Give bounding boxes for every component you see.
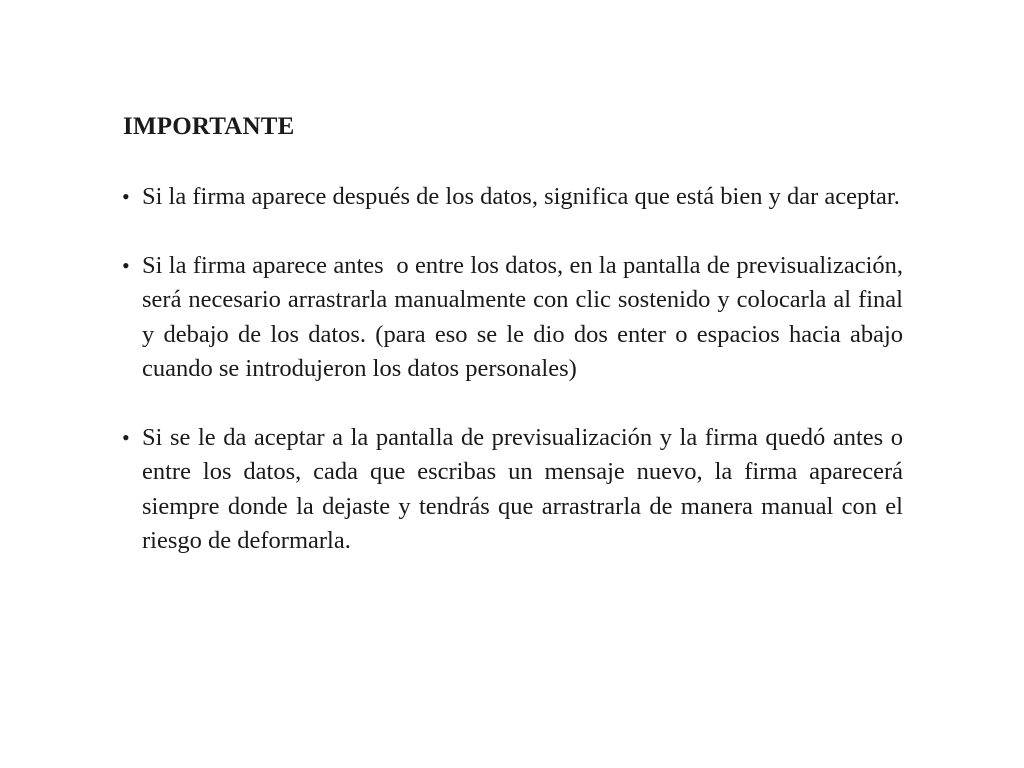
bullet-item — [120, 421, 903, 559]
bullet-dot-icon: • — [122, 184, 130, 209]
slide-heading: IMPORTANTE — [123, 113, 295, 140]
bullet-text: Si se le da aceptar a la pantalla de previsualización y la firma quedó antes o entre los datos, cada que escribas un mensaje nuevo, la firma aparecerá siempre donde la dejaste y tendrás que arrastrarla de manera manual con el riesgo de deformarla. — [142, 423, 903, 554]
bullet-item — [120, 180, 903, 215]
bullet-item — [120, 249, 910, 387]
bullet-text: Si la firma aparece antes o entre los datos, en la pantalla de previsualización, será necesario arrastrarla manualmente con clic sostenido y colocarla al final y debajo de los datos. (para eso se le dio dos enter o espacios hacia abajo cuando se introdujeron los datos personales) — [142, 251, 910, 382]
bullet-dot-icon: • — [122, 252, 130, 278]
bullet-list — [120, 180, 910, 559]
bullet-dot-icon: • — [122, 424, 130, 450]
bullet-text: Si la firma aparece después de los datos, significa que está bien y dar aceptar. — [142, 183, 900, 210]
